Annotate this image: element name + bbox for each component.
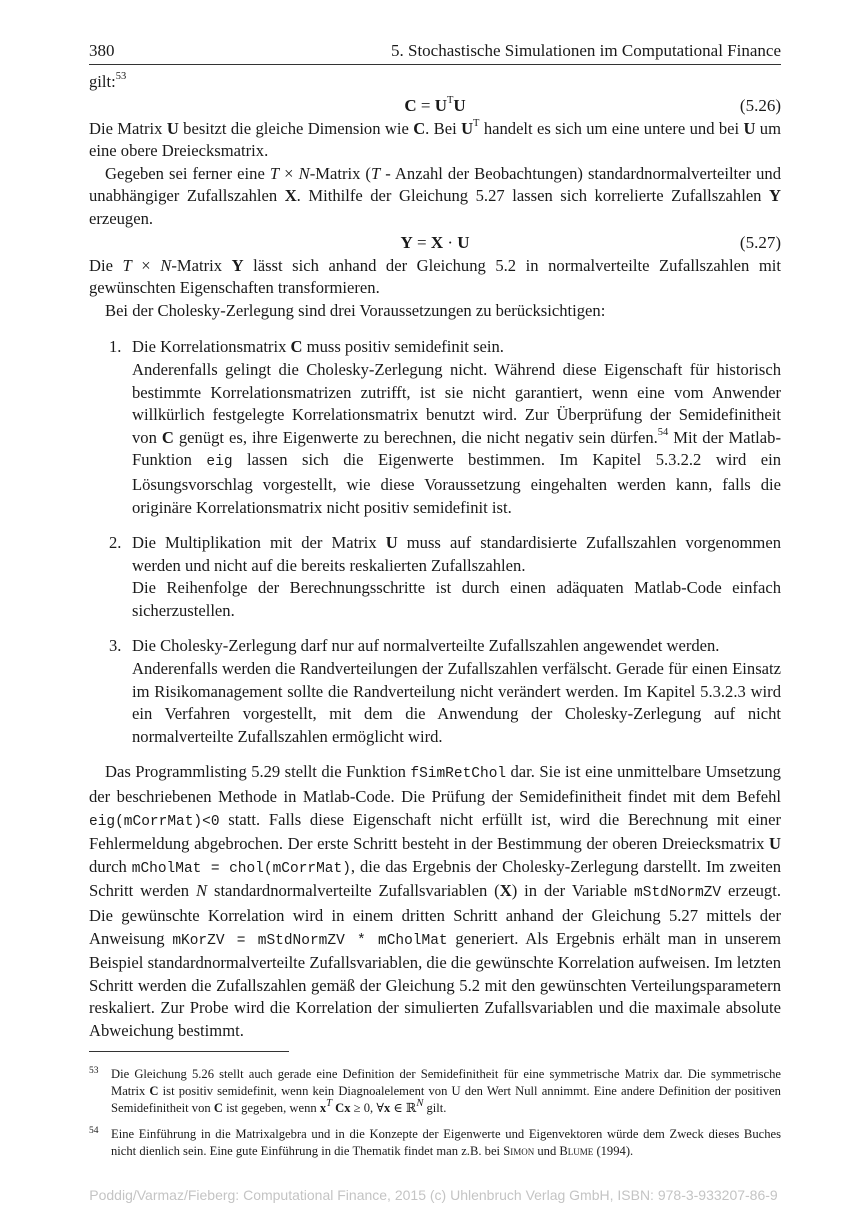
- equation-5-26: [89, 94, 781, 118]
- list-item: 2. Die Multiplikation mit der Matrix U muss auf standardisierte Zufallszahlen vorgenommen werden und nicht auf die bereits reskalierten Zufallszahlen. Die Reihenfolge der Berechnungsschritte ist durch einen adäquaten Matlab-Code einfach sicherzustellen.: [109, 533, 781, 620]
- footnote-53: 53 Die Gleichung 5.26 stellt auch gerade eine Definition der Semidefinitheit für eine symmetrische Matrix dar. Die symmetrische Matrix C ist positiv semidefinit, wenn kein Diagnoalelement von U den Wert Null annimmt. Eine andere Definition der positiven Semidefinitheit von C ist gegeben, wenn $x^T$ Cx ≥ 0, ∀x ∈ ℝ$^N$ gilt.: [89, 1066, 781, 1118]
- footnote-ref-53[interactable]: 53: [115, 71, 127, 83]
- running-header: [89, 40, 781, 65]
- list-number: 2.: [109, 533, 122, 553]
- author-name: Simon: [503, 1144, 535, 1159]
- list-item: 1. Die Korrelationsmatrix C muss positiv semidefinit sein. Anderenfalls gelingt die Cholesky-Zerlegung nicht. Während diese Eigenschaft für historisch bestimmte Korrelationsmatrizen zutrifft, ist sie nicht garantiert, wenn eine vom Anwender willkürlich festgelegte Korrelationsmatrix benutzt wird. Zur Überprüfung der Semidefinitheit von C genügt es, ihre Eigenwerte zu berechnen, die nicht negativ sein dürfen.$^{54}$ Mit der Matlab-Funktion eig lassen sich die Eigenwerte bestimmen. Im Kapitel 5.3.2.2 wird ein Lösungsvorschlag vorgestellt, wie diese Voraussetzung eingehalten werden kann, falls die originäre Korrelationsmatrix nicht positiv semidefinit ist.: [109, 337, 781, 517]
- footnotes: [89, 1066, 781, 1161]
- matrix-c: C: [404, 95, 417, 115]
- intro-text: gilt:: [89, 72, 116, 91]
- list-number: 3.: [109, 636, 122, 656]
- footnote-ref-54[interactable]: 54: [657, 427, 669, 439]
- equation-formula: Y = X · U: [400, 232, 470, 252]
- footnote-54: 54 Eine Einführung in die Matrixalgebra und in die Konzepte der Eigenwerte und Eigenvektoren würde dem Zweck dieses Buches nicht dienlich sein. Eine gute Einführung in die Thematik findet man z.B. bei Simon und Blume (1994).: [89, 1126, 781, 1161]
- list-number: 1.: [109, 337, 122, 357]
- footnote-number: 53: [89, 1065, 99, 1076]
- paragraph-1: Die Matrix U besitzt die gleiche Dimension wie C. Bei $U^T$ handelt es sich um eine untere und bei U um eine obere Dreiecksmatrix.: [89, 118, 782, 161]
- code-inline: mCholMat = chol(mCorrMat): [131, 860, 351, 877]
- list-item: 3. Die Cholesky-Zerlegung darf nur auf normalverteilte Zufallszahlen angewendet werden. Anderenfalls werden die Randverteilungen der Zufallszahlen verfälscht. Gerade für einen Einsatz im Risikomanagement sollte die Randverteilung nicht verändert werden. Im Kapitel 5.3.2.3 wird ein Verfahren vorgestellt, mit dem die Anwendung der Cholesky-Zerlegung auf nicht normalverteilte Zufallszahlen ermöglicht wird.: [109, 636, 781, 746]
- chapter-title: 5. Stochastische Simulationen im Computational Finance: [390, 41, 781, 60]
- matrix-u: U: [453, 95, 466, 115]
- book-page: [89, 40, 781, 1169]
- paragraph-2: Gegeben sei ferner eine T × N-Matrix (T - Anzahl der Beobachtungen) standardnormalverteilter und unabhängiger Zufallszahlen X. Mithilfe der Gleichung 5.27 lassen sich korrelierte Zufallszahlen Y erzeugen.: [89, 163, 782, 228]
- intro-line: [89, 71, 781, 94]
- paragraph-4: Bei der Cholesky-Zerlegung sind drei Voraussetzungen zu berücksichtigen:: [105, 300, 606, 320]
- footnote-number: 54: [89, 1125, 99, 1136]
- equation-formula: [89, 94, 781, 118]
- author-name: Blume: [559, 1144, 594, 1159]
- requirements-list: [89, 336, 781, 748]
- footnote-divider: [89, 1051, 289, 1052]
- transpose-sup: T: [446, 94, 454, 106]
- equals-sign: =: [416, 95, 435, 115]
- paragraph-5: Das Programmlisting 5.29 stellt die Funktion fSimRetChol dar. Sie ist eine unmittelbare Umsetzung der beschriebenen Methode in Matlab-Code. Die Prüfung der Semidefinitheit findet mit dem Befehl eig(mCorrMat)<0 statt. Falls diese Eigenschaft nicht erfüllt ist, wird die Berechnung mit einer Fehlermeldung abgebrochen. Der erste Schritt besteht in der Bestimmung der oberen Dreiecksmatrix U durch mCholMat = chol(mCorrMat), die das Ergebnis der Cholesky-Zerlegung darstellt. Im zweiten Schritt werden N standardnormalverteilte Zufallsvariablen (X) in der Variable mStdNormZV erzeugt. Die gewünschte Korrelation wird in einem dritten Schritt anhand der Gleichung 5.27 mittels der Anweisung mKorZV = mStdNormZV * mCholMat generiert. Als Ergebnis erhält man in unserem Beispiel standardnormalverteilte Zufallsvariablen, die die gewünschte Korrelation aufweisen. Im letzten Schritt werden die Zufallszahlen gemäß der Gleichung 5.2 mit den gewünschten Verteilungsparametern reskaliert. Zur Probe wird die Korrelation der simulierten Zufallsvariablen und die maximale absolute Abweichung bestimmt.: [89, 762, 782, 1040]
- copyright-watermark: Poddig/Varmaz/Fieberg: Computational Finance, 2015 (c) Uhlenbruch Verlag GmbH, ISBN: 978-3-933207-86-9: [89, 1187, 778, 1203]
- code-inline: mKorZV = mStdNormZV * mCholMat: [172, 932, 448, 949]
- equation-number: (5.26): [739, 95, 781, 115]
- code-inline: mStdNormZV: [634, 885, 722, 902]
- paragraph-3: Die T × N-Matrix Y lässt sich anhand der Gleichung 5.2 in normalverteilte Zufallszahlen mit gewünschten Eigenschaften transformieren.: [89, 255, 782, 298]
- page-number: 380: [89, 41, 115, 60]
- matrix-u: U: [434, 95, 447, 115]
- equation-5-27: [89, 231, 781, 255]
- code-inline: eig(mCorrMat)<0: [89, 813, 220, 830]
- body: [89, 71, 781, 1043]
- code-inline: eig: [206, 454, 233, 471]
- equation-number: (5.27): [739, 232, 781, 252]
- code-inline: fSimRetChol: [410, 766, 507, 783]
